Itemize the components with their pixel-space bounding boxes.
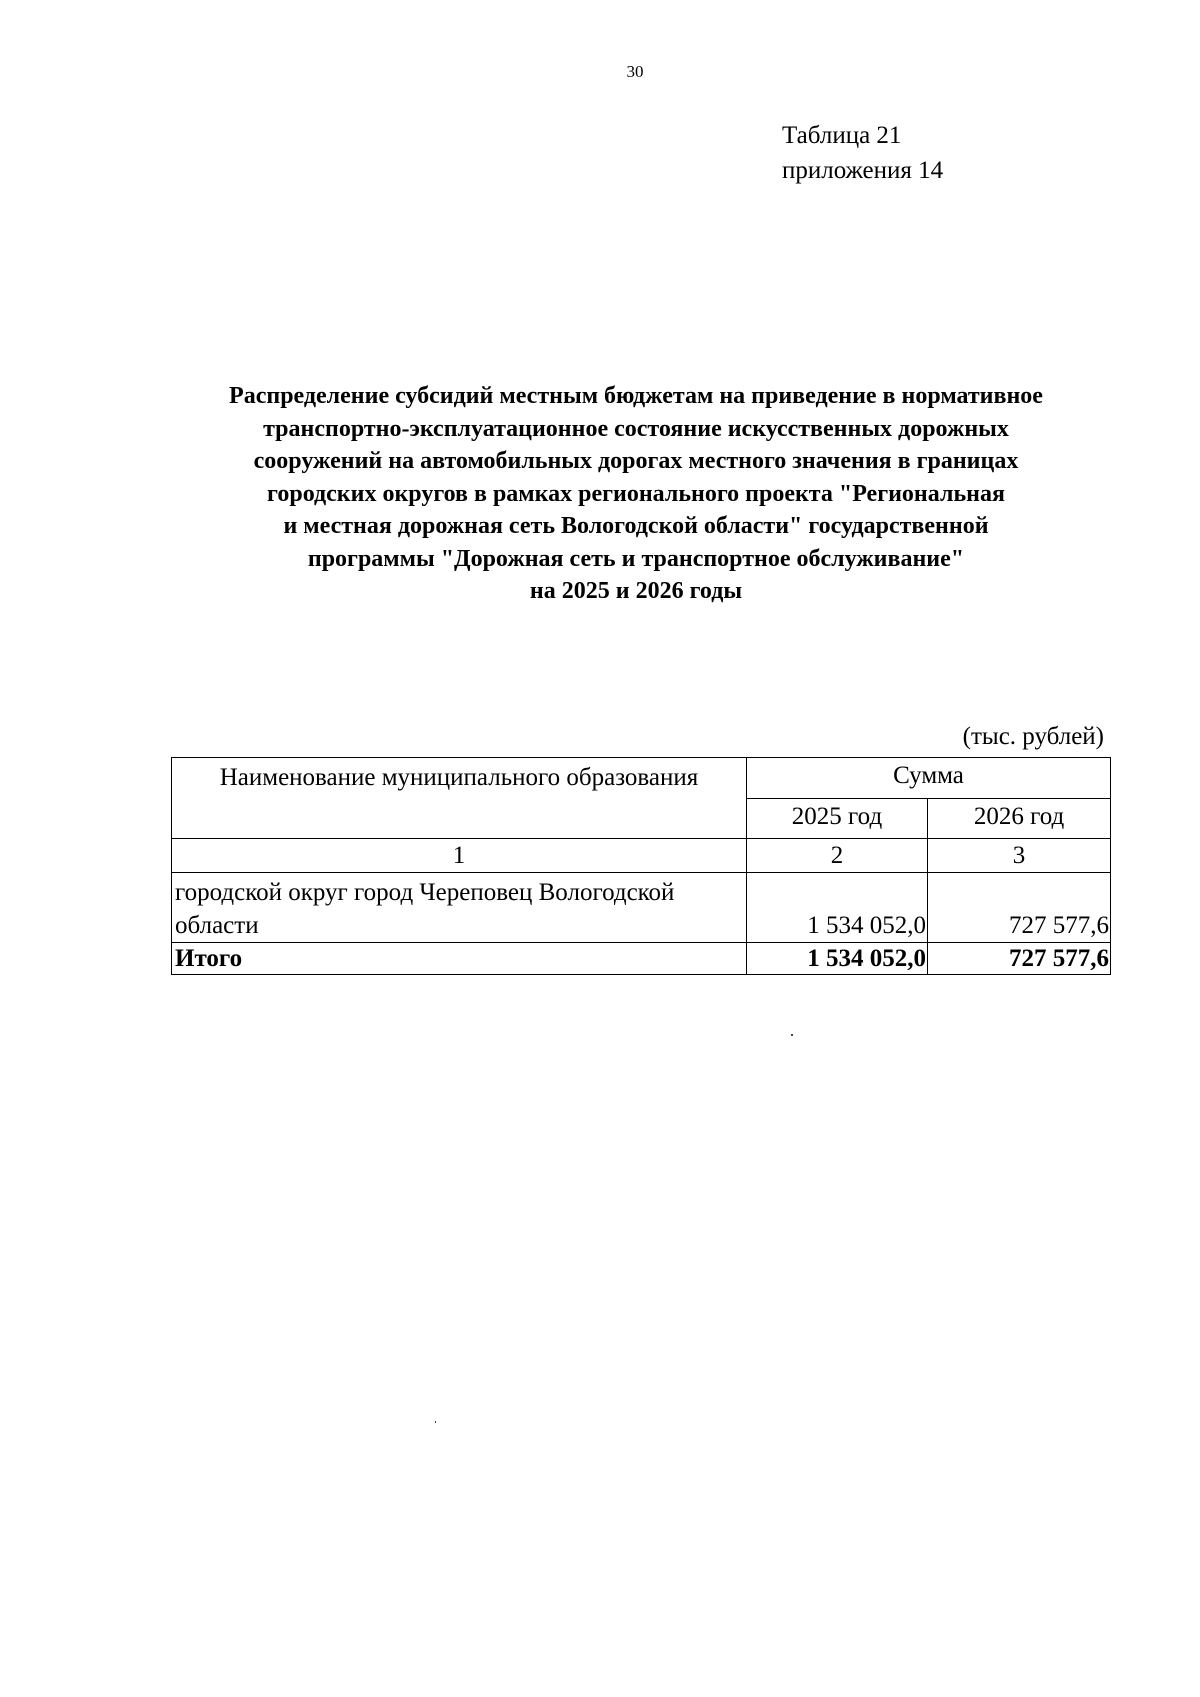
column-number: 1 [172, 839, 747, 873]
document-title [170, 380, 1102, 608]
column-number: 2 [747, 839, 928, 873]
title-line: сооружений на автомобильных дорогах местного значения в границах [253, 448, 1019, 474]
title-line: транспортно-эксплуатационное состояние искусственных дорожных [263, 415, 1009, 442]
total-2025: 1 534 052,0 [747, 943, 928, 975]
total-2026: 727 577,6 [928, 943, 1111, 975]
title-line: Распределение субсидий местным бюджетам на приведение в нормативное [229, 383, 1043, 409]
total-label: Итого [172, 943, 747, 975]
page-number: 30 [626, 62, 644, 81]
value-2025: 1 534 052,0 [747, 873, 928, 943]
title-line: городских округов в рамках регионального проекта "Региональная [267, 480, 1005, 507]
title-line: и местная дорожная сеть Вологодской области" государственной [283, 513, 989, 539]
value-2026: 727 577,6 [928, 873, 1111, 943]
header-year-2025: 2025 год [747, 798, 928, 839]
scan-speck [435, 1421, 436, 1423]
column-number: 3 [928, 839, 1111, 873]
municipality-name-line: городской округ город Череповец Вологодской [175, 879, 675, 906]
scan-speck [791, 1034, 793, 1036]
appendix-reference [782, 118, 943, 188]
header-year-2026: 2026 год [928, 798, 1111, 839]
title-line: на 2025 и 2026 годы [529, 578, 743, 604]
municipality-name-line: области [175, 912, 259, 939]
appendix-table-number: Таблица 21 [782, 122, 902, 149]
title-line: программы "Дорожная сеть и транспортное обслуживание" [307, 545, 965, 572]
column-number-row [172, 839, 1111, 873]
header-municipality: Наименование муниципального образования [172, 758, 747, 839]
header-sum: Сумма [747, 758, 1111, 799]
total-row [172, 943, 1111, 975]
table-header-row [172, 758, 1111, 799]
municipality-name [172, 873, 747, 943]
appendix-annex-number: приложения 14 [782, 157, 944, 184]
table-row [172, 873, 1111, 943]
units-note: (тыс. рублей) [962, 723, 1104, 750]
subsidy-table [171, 757, 1111, 975]
